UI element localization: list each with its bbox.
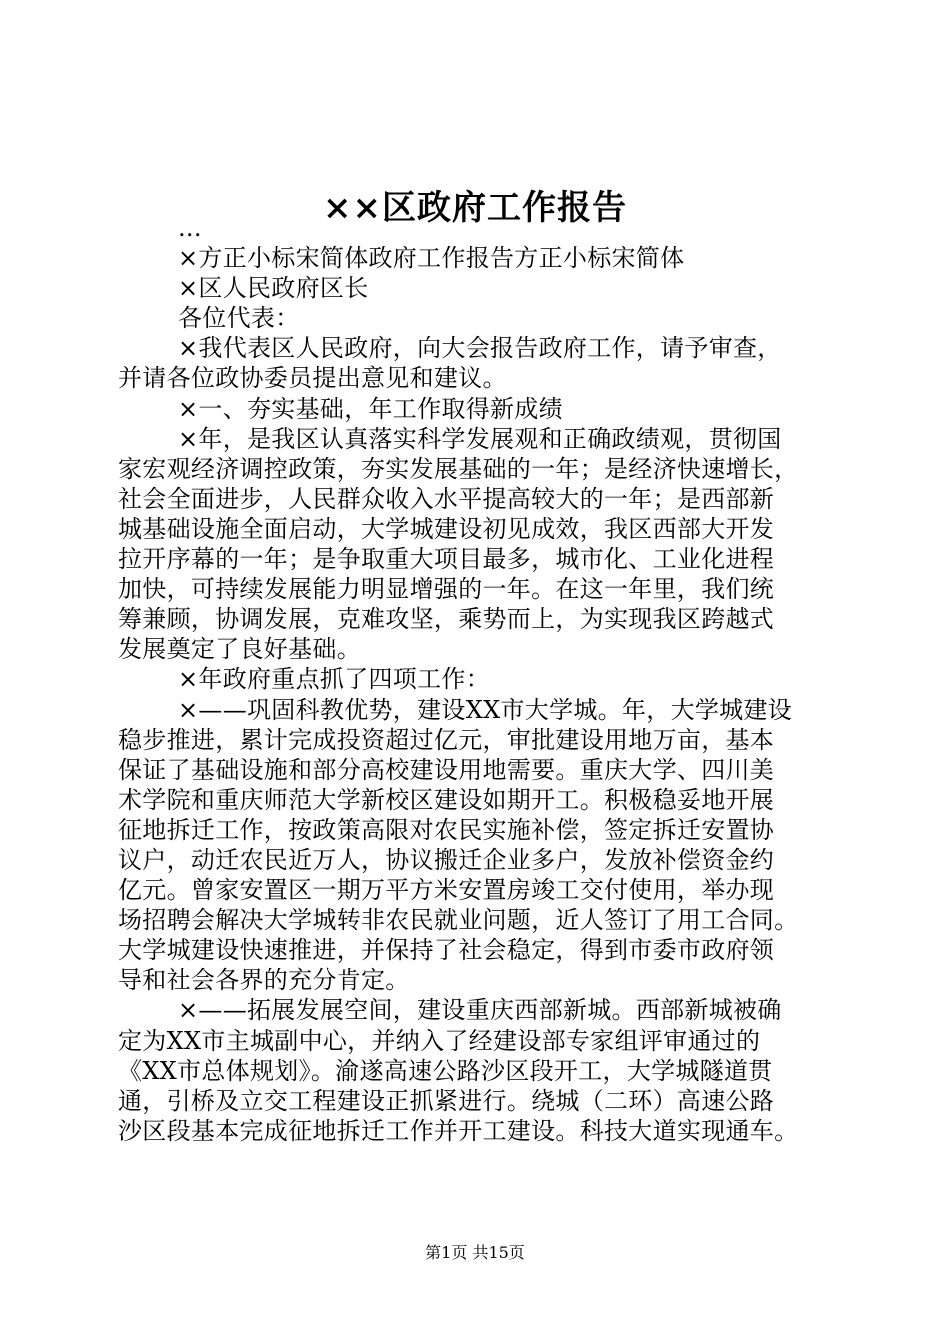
body-line: 场招聘会解决大学城转非农民就业问题，近人签订了用工合同。 xyxy=(118,906,799,935)
body-line: 通，引桥及立交工程建设正抓紧进行。绕城（二环）高速公路 xyxy=(118,1086,775,1115)
body-line: ×区人民政府区长 xyxy=(178,274,369,303)
body-line: ... xyxy=(178,214,202,242)
body-line: ×年政府重点抓了四项工作： xyxy=(178,665,491,694)
page-footer: 第1页 共15页 xyxy=(425,1243,525,1262)
body-line: 亿元。曾家安置区一期万平方米安置房竣工交付使用，举办现 xyxy=(118,876,775,905)
body-line: 议户，动迁农民近万人，协议搬迁企业多户，发放补偿资金约 xyxy=(118,845,775,874)
body-line: ×——巩固科教优势，建设XX市大学城。年，大学城建设 xyxy=(178,695,793,724)
body-line: 各位代表： xyxy=(178,304,300,333)
body-line: ×——拓展发展空间，建设重庆西部新城。西部新城被确 xyxy=(178,996,782,1025)
body-line: 家宏观经济调控政策，夯实发展基础的一年；是经济快速增长， xyxy=(118,454,799,483)
body-line: 定为XX市主城副中心，并纳入了经建设部专家组评审通过的 xyxy=(118,1026,761,1055)
body-line: 保证了基础设施和部分高校建设用地需要。重庆大学、四川美 xyxy=(118,755,775,784)
document-title: ××区政府工作报告 xyxy=(323,188,627,228)
body-line: 《XX市总体规划》。渝遂高速公路沙区段开工，大学城隧道贯 xyxy=(118,1056,773,1085)
document-body xyxy=(118,213,838,1146)
body-line: ×年，是我区认真落实科学发展观和正确政绩观，贯彻国 xyxy=(178,424,782,453)
body-line: 术学院和重庆师范大学新校区建设如期开工。积极稳妥地开展 xyxy=(118,785,775,814)
body-line: 筹兼顾，协调发展，克难攻坚，乘势而上，为实现我区跨越式 xyxy=(118,605,775,634)
body-line: 加快，可持续发展能力明显增强的一年。在这一年里，我们统 xyxy=(118,575,775,604)
body-line: 发展奠定了良好基础。 xyxy=(118,635,361,664)
body-line: 导和社会各界的充分肯定。 xyxy=(118,966,410,995)
body-line: 沙区段基本完成征地拆迁工作并开工建设。科技大道实现通车。 xyxy=(118,1116,799,1145)
body-line: ×我代表区人民政府，向大会报告政府工作，请予审查， xyxy=(178,334,782,363)
body-line: ×一、夯实基础，年工作取得新成绩 xyxy=(178,394,563,423)
body-line: 拉开序幕的一年；是争取重大项目最多，城市化、工业化进程 xyxy=(118,545,775,574)
body-line: 社会全面进步，人民群众收入水平提高较大的一年；是西部新 xyxy=(118,484,775,513)
body-line: 并请各位政协委员提出意见和建议。 xyxy=(118,364,507,393)
body-line: 稳步推进，累计完成投资超过亿元，审批建设用地万亩，基本 xyxy=(118,725,775,754)
body-line: ×方正小标宋简体政府工作报告方正小标宋简体 xyxy=(178,244,685,273)
body-line: 大学城建设快速推进，并保持了社会稳定，得到市委市政府领 xyxy=(118,936,775,965)
body-line: 征地拆迁工作，按政策高限对农民实施补偿，签定拆迁安置协 xyxy=(118,815,775,844)
body-line: 城基础设施全面启动，大学城建设初见成效，我区西部大开发 xyxy=(118,514,775,543)
